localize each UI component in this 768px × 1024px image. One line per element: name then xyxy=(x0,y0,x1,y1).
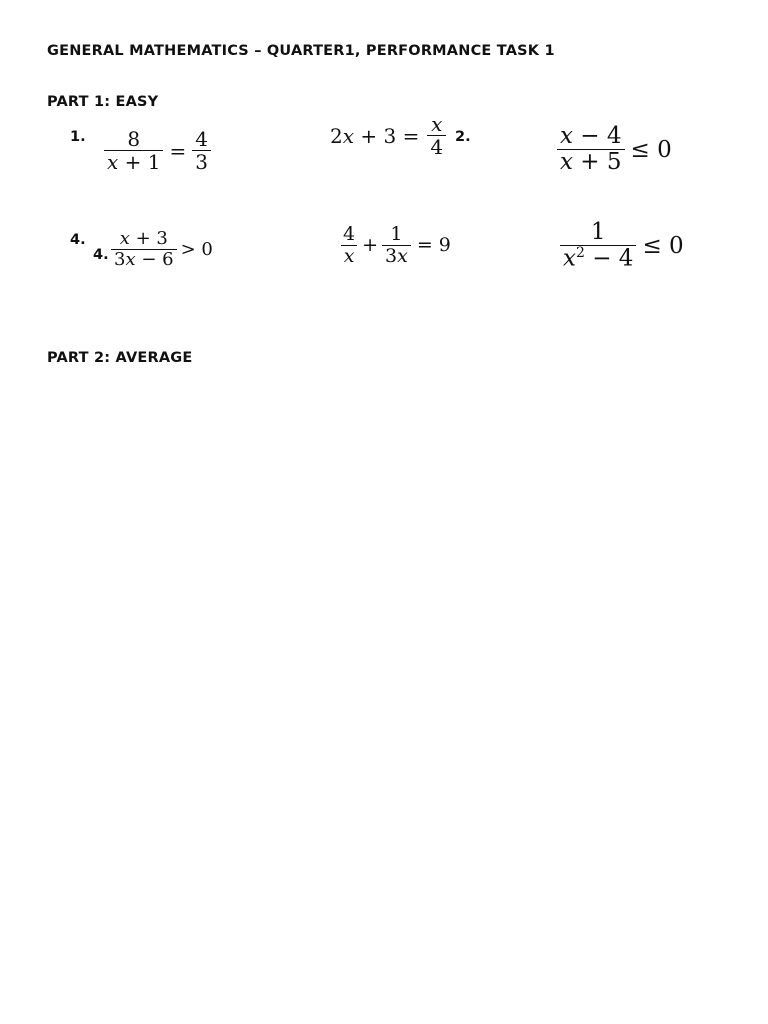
problem-1-right-denominator: 3 xyxy=(192,150,211,173)
problem-3-equation xyxy=(557,124,678,176)
problem-3-num-rest: − 4 xyxy=(580,123,622,149)
problem-1-operator: = xyxy=(169,138,187,163)
problem-1-left-fraction xyxy=(104,128,163,173)
problem-1-den-rest: + 1 xyxy=(124,150,161,174)
problem-3-operator: ≤ 0 xyxy=(630,136,672,163)
problem-1-right-fraction xyxy=(192,128,211,173)
problem-6-operator: ≤ 0 xyxy=(642,233,684,260)
problem-6-den-rest: − 4 xyxy=(592,245,634,272)
problem-3-den-var: x xyxy=(560,149,573,176)
problem-4-num-rest: + 3 xyxy=(135,228,168,249)
problem-1-equation xyxy=(104,128,211,173)
problem-4-numerator xyxy=(117,229,171,249)
problem-5-f2-den-var: x xyxy=(397,244,408,267)
problem-2-lhs-var: x xyxy=(342,123,355,148)
problem-4-fraction xyxy=(111,229,177,270)
problem-5-equation xyxy=(340,224,457,267)
problem-3-fraction xyxy=(557,124,625,176)
problem-1-denominator xyxy=(104,150,163,173)
document-title: GENERAL MATHEMATICS – QUARTER1, PERFORMANCE TASK 1 xyxy=(47,43,555,59)
problem-5-plus: + xyxy=(362,234,379,257)
problem-6-fraction xyxy=(560,220,636,272)
problem-4-equation xyxy=(111,229,219,270)
problem-3-denominator xyxy=(557,149,625,175)
problem-5-fraction-1 xyxy=(340,224,358,267)
problem-4-operator: > 0 xyxy=(180,238,213,260)
problem-2-right-denominator: 4 xyxy=(427,135,446,158)
problem-4-number: 4. xyxy=(70,232,86,248)
problem-2-equation xyxy=(330,113,450,158)
problem-3-den-rest: + 5 xyxy=(580,149,622,176)
problem-4-den-var: x xyxy=(125,248,136,270)
problem-1-numerator: 8 xyxy=(127,127,141,151)
problem-5-f1-numerator: 4 xyxy=(343,223,356,245)
problem-6-denominator xyxy=(560,245,636,272)
problem-2-right-numerator: x xyxy=(431,112,443,136)
problem-2-lhs-coef: 2 xyxy=(330,123,343,148)
problem-5-f2-denominator xyxy=(382,245,411,267)
problem-5-operator: = 9 xyxy=(416,234,451,257)
problem-2-lhs-rest: + 3 = xyxy=(360,123,420,148)
part2-heading: PART 2: AVERAGE xyxy=(47,350,193,366)
problem-5-f1-denominator: x xyxy=(341,245,358,267)
problem-4-den-coef: 3 xyxy=(114,248,126,270)
problem-4-den-rest: − 6 xyxy=(141,248,174,270)
problem-3-num-var: x xyxy=(560,123,573,149)
problem-3-numerator xyxy=(557,124,625,149)
problem-5-fraction-2 xyxy=(382,224,411,267)
problem-2-lhs xyxy=(330,124,419,148)
problem-1-right-numerator: 4 xyxy=(195,127,208,151)
problem-6-den-exponent: 2 xyxy=(575,245,585,262)
part1-heading: PART 1: EASY xyxy=(47,94,159,110)
problem-6-numerator: 1 xyxy=(590,219,606,245)
problem-5-f2-numerator: 1 xyxy=(390,223,403,245)
problem-2-number: 2. xyxy=(455,129,471,145)
problem-4-denominator xyxy=(111,249,177,270)
problem-1-number: 1. xyxy=(70,129,86,145)
problem-4-inner-number: 4. xyxy=(93,247,109,263)
problem-6-den-var: x xyxy=(563,245,576,272)
problem-2-right-fraction xyxy=(427,113,446,158)
problem-6-equation xyxy=(560,220,690,272)
problem-5-f2-den-coef: 3 xyxy=(385,244,398,267)
problem-1-den-var: x xyxy=(107,150,119,174)
problem-4-num-var: x xyxy=(119,228,130,249)
